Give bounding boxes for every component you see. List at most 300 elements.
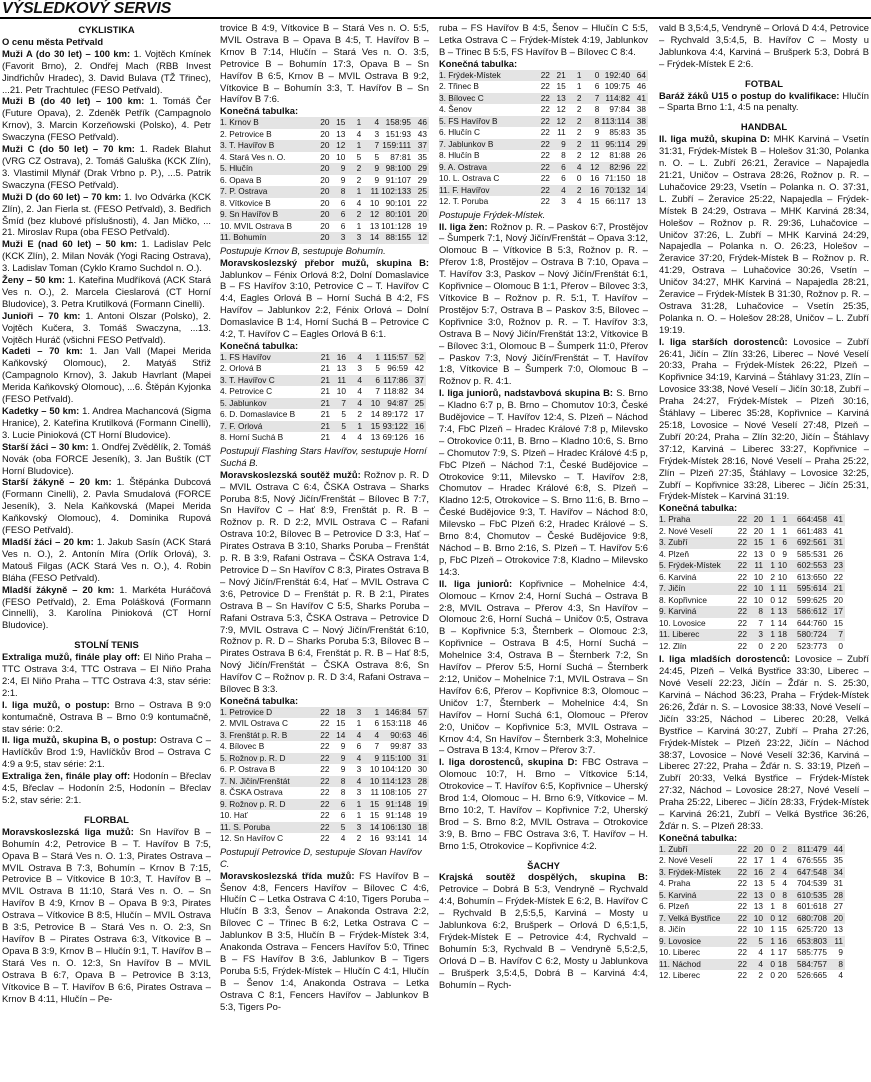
- stat-value: 613:650: [797, 571, 827, 582]
- stat-value: 66:117: [605, 196, 631, 207]
- standings-row: [220, 833, 429, 845]
- team-name: 7. Jablunkov B: [439, 139, 536, 151]
- standings-row: [659, 878, 845, 890]
- stat-value: 21: [316, 375, 332, 387]
- stat-value: 5: [356, 151, 362, 162]
- stat-value: 1: [347, 186, 363, 198]
- standings-row: [659, 855, 845, 867]
- standings-row: [439, 196, 648, 208]
- stat-value: 599:625: [797, 594, 827, 605]
- stat-value: 37: [410, 375, 426, 387]
- stat-value: 1: [765, 514, 777, 526]
- stat-value: 22: [733, 583, 749, 595]
- result-paragraph: [659, 133, 869, 335]
- stat-value: 4: [363, 730, 381, 742]
- results-text: Jablunkov – Fénix Orlová 8:2, Dolní Domaslavice B – FS Havířov 3:10, Petrovice C – T. Havířov C 4:4, Eagles Orlová B – Horní Suchá B 4:2, FS Havířov – Jablunkov 2:2, Fénix Orlová – Dolní Domaslavice B 1:4, Horní Suchá B – Petrovice C 4:2, T. Havířov C – Eagles Orlová B 6:1.: [220, 268, 429, 340]
- stat-value: 15: [336, 718, 346, 729]
- results-text: Rožnov p. R. D – MVIL Ostrava C 6:4, ČSKA Ostrava – Sharks Poruba 8:5, Nový Jičín/Frenštát – Bílovec B 7:7, Sn Havířov C – Hať 8:9, Frenštát p. R. B – Rožnov p. R. D 2:2, MVIL Ostrava C – Rafani Ostrava 10:2, Bílovec B – Petrovice D 3:3, Hať – Pirates Ostrava B 3:10, Sharks Poruba – Frenštát p. R. B 3:9, Rafani Ostrava – ČSKA Ostrava 1:4, Petrovice D – Sn Havířov C 8:3, Pirates Ostrava B – Nový Jičín/Frenštát 6:4, Hať – MVIL Ostrava C 3:6, Petrovice D – Frenštát p. R. B 2:1, Pirates Ostrava B – Sn Havířov C 5:5, Sharks Poruba – Rafani Ostrava 5:3, ČSKA Ostrava – Petrovice D 7:9, MVIL Ostrava C – Nový Jičín/Frenštát 6:10, Rožnov p. R. D – Sharks Poruba 5:3, Bílovec B – Pirates Ostrava B 6:4, Frenštát p. R. B – Hať 8:5, Nový Jičín/Frenštát – ČSKA Ostrava 8:6, Sn Havířov C – Rožnov p. R. D 3:4, Rafani Ostrava – Bílovec B 3:3.: [220, 468, 429, 695]
- stat-value: 15: [369, 810, 380, 821]
- stat-value: 6: [340, 197, 346, 208]
- stat-value: 13: [753, 878, 763, 889]
- team-name: 8. Hlučín B: [439, 150, 480, 161]
- stat-value: 57: [413, 707, 429, 719]
- team-name: 10. MVIL Ostrava B: [220, 220, 293, 231]
- stat-value: 21: [552, 70, 568, 82]
- stat-value: 22: [733, 537, 749, 549]
- stat-value: 153:118: [381, 718, 412, 729]
- stat-value: 22: [536, 162, 552, 174]
- standings-row: [659, 595, 845, 607]
- team-name: 5. Frýdek-Místek: [659, 560, 733, 572]
- result-paragraph: [439, 387, 648, 578]
- stat-value: 0: [770, 548, 775, 559]
- result-paragraph: [2, 143, 211, 191]
- stat-value: 104:120: [381, 764, 412, 775]
- standings-row: [220, 707, 429, 719]
- standings-row: [439, 104, 648, 116]
- stat-value: 17: [414, 409, 424, 420]
- stat-value: 22: [737, 594, 747, 605]
- result-paragraph: [659, 22, 869, 70]
- competition-name: II. liga juniorů:: [439, 577, 513, 589]
- results-text: MHK Karviná – Vsetín 31:31, Frýdek-Místek B – Holešov 31:30, Polanka n. O. – L. Zubří 26:21, Żeravice – Napajedla 21:21, Uničov – Ostrava 28:26, Rožnov p. R. – Luhačovice 29:23, Vsetín – Polanka n. O. 37:31, L. Zubří – Żeravice 25:22, Napajedla – Frýdek-Místek B 24:29, Ostrava – MHK Karviná 28:34, Holešov – Rožnov p. R. 29:36, Luhačovice – Uničov 37:26, L. Zubří – MHK Karviná 24:29, Napajedla – Polanka n. O. 26:23, Holešov – Żeravice 37:20, Frýdek-Místek B – Rožnov p. R. 41:29, Ostrava – Luhačovice 30:26, Vsetín – Uničov 34:27, MHK Karviná – Napajedla 28:21, Żeravice – Frýdek-Místek B 31:30, Rožnov p. R. – Ostrava 31:28, Luhačovice – Vsetín 25:35, Polanka n. O. – Holešov 28:28, Uničov – L. Zubří 19:19.: [659, 133, 869, 335]
- team-name: 3. T. Havířov C: [220, 375, 316, 387]
- results-text: ruba – FS Havířov B 4:5, Šenov – Hlučín C 5:5, Letka Ostrava C – Frýdek-Místek 4:19, Jablunkov B – Třinec B 5:5, FS Havířov B – Bílovec C 8:4.: [439, 22, 648, 57]
- standings-row: [439, 81, 648, 93]
- results-text: Ostrava C – Havlíčkův Brod 1:9, Havlíčkův Brod – Ostrava C 4:9 a 9:5, stav série: 2:1.: [2, 734, 211, 770]
- stat-value: 1: [770, 525, 775, 536]
- standings-row: [659, 867, 845, 879]
- stat-value: 10: [749, 913, 765, 925]
- stat-value: 5: [331, 822, 347, 834]
- team-name: 3. Frenštát p. R. B: [220, 730, 316, 742]
- team-name: 11. S. Poruba: [220, 822, 316, 834]
- stat-value: 22: [733, 890, 749, 902]
- team-name: 5. Rožnov p. R. D: [220, 753, 316, 765]
- stat-value: 1: [777, 514, 789, 526]
- result-paragraph: [2, 699, 211, 735]
- page-title: VÝSLEDKOVÝ SERVIS: [2, 0, 172, 17]
- team-name: 6. Plzeň: [659, 901, 689, 912]
- standings-row: [220, 375, 426, 387]
- stat-value: 27: [833, 901, 843, 912]
- standings-table: [439, 70, 648, 208]
- stat-value: 9: [331, 753, 347, 765]
- stat-value: 16: [590, 173, 600, 184]
- stat-value: 15: [363, 799, 381, 811]
- stat-value: 18: [331, 707, 347, 719]
- stat-value: 4: [568, 162, 584, 174]
- stat-value: 22: [737, 617, 747, 628]
- stat-value: 21: [316, 421, 332, 433]
- stat-value: 9: [340, 764, 346, 775]
- result-paragraph: [2, 238, 211, 274]
- stat-value: 17: [753, 855, 763, 866]
- stat-value: 22: [320, 764, 330, 775]
- standings-row: [659, 641, 845, 653]
- stat-value: 9: [838, 947, 843, 958]
- standings-row: [659, 924, 845, 936]
- stat-value: 22: [632, 162, 648, 174]
- results-text: 1. Vojtěch Kmínek (Favorit Brno), 2. Ondřej Mach (RBB Invest Jindřichův Hradec), 3. David Bulava (TŽ Třinec), ...21. Petr Trachtulec (FESO Petřvald).: [2, 47, 211, 95]
- stat-value: 22: [540, 127, 550, 138]
- title-rule: [0, 17, 871, 19]
- stat-value: 22: [316, 753, 332, 765]
- stat-value: 15: [749, 537, 765, 549]
- competition-name: Starší žáci – 30 km:: [2, 440, 89, 452]
- stat-value: 20: [777, 640, 787, 651]
- result-paragraph: [220, 870, 429, 1013]
- stat-value: 22: [737, 924, 747, 935]
- stat-value: 85:83: [609, 127, 631, 138]
- stat-value: 64: [632, 70, 648, 82]
- stat-value: 6: [552, 162, 568, 174]
- stat-value: 13: [336, 128, 346, 139]
- stat-value: 2: [347, 209, 363, 221]
- standings-row: [220, 198, 429, 210]
- stat-value: 4: [347, 730, 363, 742]
- stat-value: 4: [347, 776, 363, 788]
- team-name: 7. Velká Bystřice: [659, 913, 733, 925]
- stat-value: 3: [374, 128, 380, 139]
- stat-value: 42: [414, 363, 424, 374]
- section-heading: STOLNÍ TENIS: [74, 639, 139, 651]
- results-text: 1. Radek Blahut (VRG CZ Ostrava), 2. Tomáš Galuška (KCK Zlín), 3. Vlastimil Mlynář (Drak Vrbno p. P.), ...5. Patrik Swaczyna (FESO Petřvald).: [2, 143, 211, 190]
- stat-value: 14: [363, 232, 381, 244]
- stat-value: 20: [749, 514, 765, 526]
- stat-value: 6: [594, 81, 600, 92]
- stat-value: 4: [838, 970, 843, 981]
- standings-row: [220, 776, 429, 788]
- stat-value: 4: [552, 185, 568, 197]
- stat-value: 2: [568, 93, 584, 105]
- column-1: [2, 22, 211, 1004]
- stat-value: 6: [331, 209, 347, 221]
- standings-row: [220, 421, 426, 433]
- stat-value: 704:539: [797, 878, 827, 889]
- team-name: 5. Jablunkov: [220, 398, 316, 410]
- stat-value: 1: [770, 924, 775, 935]
- team-name: 11. Bohumín: [220, 232, 316, 244]
- stat-value: 10: [777, 560, 787, 571]
- standings-row: [220, 152, 429, 164]
- competition-name: Muži E (nad 60 let) – 50 km:: [2, 238, 138, 250]
- stat-value: 9: [552, 139, 568, 151]
- stat-value: 653:803: [789, 936, 829, 948]
- stat-value: 3: [347, 707, 363, 719]
- competition-name: Mladší žáci – 20 km:: [2, 535, 94, 547]
- results-text: 1. Kateřina Mudříková (ACK Stará Ves n. O.), 2. Marcela Cieslarová (CT Horní Bludovice), 3. Petra Krutilková (Formann Cinelli).: [2, 274, 211, 309]
- stat-value: 22: [536, 93, 552, 105]
- stat-value: 4: [363, 117, 381, 129]
- stat-value: 35: [417, 151, 427, 162]
- stat-value: 46: [636, 81, 646, 92]
- results-text: FS Havířov B – Šenov 4:8, Fencers Havířov – Bílovec C 4:6, Hlučín C – Letka Ostrava C 4:10, Tigers Poruba – Hlučín B 3:3, Šenov – Anakonda Ostrava 2:2, Bílovec C – Třinec B 6:2, Letka Ostrava C – Jablunkov B 3:5, Hlučín B – Frýdek-Místek 3:4, Anakonda Ostrava – Fencers Havířov 5:0, Třinec B – FS Havířov B 3:6, Jablunkov B – Tigers Poruba 5:5, Frýdek-Místek – Hlučín C 4:1, Hlučín B – Šenov 1:4, Anakonda Ostrava – Letka Ostrava C 8:1, Fencers Havířov – Jablunkov B 5:3, Tigers Po-: [220, 869, 429, 1012]
- stat-value: 33: [417, 741, 427, 752]
- stat-value: 13: [777, 606, 787, 617]
- stat-value: 6: [777, 537, 789, 549]
- stat-value: 22: [733, 514, 749, 526]
- stat-value: 11: [370, 787, 380, 798]
- stat-value: 30: [417, 764, 427, 775]
- stat-value: 12: [552, 116, 568, 128]
- results-text: trovice B 4:9, Vítkovice B – Stará Ves n. O. 5:5, MVIL Ostrava B – Opava B 4:5, T. Havířov B – Krnov B 7:14, Hlučín – Stará Ves n. O. 3:5, Petrovice B – Bohumín 17:3, Opava B – Sn Havířov B 6:5, Krnov B – MVIL Ostrava B 9:2, Vítkovice B – Bohumín 3:3, T. Havířov B – Sn Havířov B 7:6.: [220, 22, 429, 105]
- standings-table: [220, 352, 426, 444]
- stat-value: 22: [737, 901, 747, 912]
- stat-value: 82:96: [601, 162, 632, 174]
- team-name: 9. Sn Havířov B: [220, 209, 316, 221]
- results-text: Rožnov p. R. – Paskov 6:7, Prostějov – Šumperk 7:1, Nový Jičín/Frenštát – Opava 3:12, Olomouc B – Vítkovice B 5:3, Rožnov p. R. – Přerov 1:8, Prostějov – Ostrava B 7:10, Opava – T. Havířov 3:3, Paskov – Nový Jičín/Frenštát 6:1, Kopřivnice – Olomouc B 1:1, Přerov – Bílovec 3:3, Vítkovice B – Rožnov p. R. 5:1, T. Havířov – Prostějov 5:7, Ostrava B – Paskov 3:5, Bílovec – Kopřivnice 3:0, Rožnov p. R. – T. Havířov 3:3, Ostrava B – Nový Jičín/Frenštát 13:2, Vítkovice B – Bílovec 3:1, Olomouc B – Šumperk 11:0, Přerov – Paskov 7:3, Nový Jičín/Frenštát – T. Havířov 1:8, Vítkovice B – Šumperk 7:0, Olomouc B – Rožnov p. R. 4:1.: [439, 220, 648, 387]
- stat-value: 20: [316, 117, 332, 129]
- stat-value: 20: [833, 594, 843, 605]
- results-text: 1. Ladislav Pelc (KCK Zlín), 2. Milan Novák (Yogi Racing Ostrava), 3. Ladislav Toman (Cyklo Kramo Suchdol n. O.).: [2, 238, 211, 274]
- stat-value: 19: [413, 799, 429, 811]
- stat-value: 4: [348, 352, 364, 364]
- stat-value: 16: [332, 352, 348, 364]
- stat-value: 2: [347, 163, 363, 175]
- team-name: 6. Opava B: [220, 174, 262, 185]
- stat-value: 22: [737, 640, 747, 651]
- team-name: 2. Nové Veselí: [659, 525, 713, 536]
- stat-value: 21: [320, 409, 330, 420]
- stat-value: 108:105: [381, 787, 412, 798]
- stat-value: 1: [765, 606, 777, 618]
- stat-value: 10: [336, 151, 346, 162]
- team-name: 4. Bílovec B: [220, 741, 265, 752]
- standings-row: [220, 741, 429, 753]
- stat-value: 10: [753, 571, 763, 582]
- stat-value: 12: [777, 912, 787, 923]
- stat-value: 25: [410, 398, 426, 410]
- stat-value: 93:122: [382, 420, 408, 431]
- team-name: 1. FS Havířov: [220, 352, 316, 364]
- stat-value: 20: [777, 970, 787, 981]
- stat-value: 2: [758, 970, 763, 981]
- team-name: 4. Praha: [659, 878, 691, 889]
- stat-value: 28: [829, 890, 845, 902]
- stat-value: 117:86: [383, 374, 408, 385]
- competition-name: Muži B (do 40 let) – 100 km:: [2, 95, 145, 107]
- results-text: 1. Markéta Huráčová (FESO Petřvald), 2. Ema Polášková (Formann Cinnelli), 3. Karolína Pinioková (CT Horní Bludovice).: [2, 583, 211, 631]
- standings-row: [659, 629, 845, 641]
- standings-row: [220, 186, 429, 198]
- stat-value: 98:100: [381, 163, 413, 175]
- result-paragraph: [220, 22, 429, 105]
- stat-value: 7: [363, 140, 381, 152]
- stat-value: 13: [552, 93, 568, 105]
- subheading: Konečná tabulka:: [439, 57, 518, 69]
- competition-name: I. liga juniorů, nadstavbová skupina B:: [439, 387, 614, 399]
- stat-value: 9: [331, 163, 347, 175]
- competition-name: I. liga mladších dorostenců:: [659, 653, 791, 665]
- stat-value: 0: [584, 70, 602, 82]
- stat-value: 7: [829, 629, 845, 641]
- stat-value: 6: [374, 718, 380, 729]
- stat-value: 584:757: [789, 959, 829, 971]
- subheading: O cenu města Petřvald: [2, 35, 104, 47]
- stat-value: 8: [829, 959, 845, 971]
- stat-value: 96:59: [387, 363, 408, 374]
- stat-value: 1: [568, 70, 584, 82]
- team-name: 11. Náchod: [659, 959, 733, 971]
- result-paragraph: [2, 441, 211, 477]
- stat-value: 8: [331, 186, 347, 198]
- standings-row: [220, 787, 429, 799]
- stat-value: 2: [356, 174, 362, 185]
- competition-name: Kadeti – 70 km:: [2, 345, 83, 357]
- stat-value: 8: [561, 150, 566, 161]
- stat-value: 22: [316, 822, 332, 834]
- result-paragraph: [439, 578, 648, 757]
- stat-value: 10: [369, 197, 380, 208]
- stat-value: 88:155: [381, 232, 413, 244]
- stat-value: 22: [733, 936, 749, 948]
- standings-table: [220, 117, 429, 244]
- result-paragraph: [2, 310, 211, 346]
- stat-value: 22: [540, 196, 550, 207]
- stat-value: 31: [829, 537, 845, 549]
- stat-value: 9: [782, 548, 787, 559]
- stat-value: 20: [316, 209, 332, 221]
- stat-value: 14: [363, 822, 381, 834]
- stat-value: 10: [749, 583, 765, 595]
- standings-row: [220, 810, 429, 822]
- team-name: 2. MVIL Ostrava C: [220, 718, 288, 729]
- stat-value: 90:63: [381, 730, 413, 742]
- stat-value: 0: [576, 173, 582, 184]
- competition-name: Moravskoslezská soutěž mužů:: [220, 468, 361, 480]
- stat-value: 585:531: [797, 548, 827, 559]
- stat-value: 2: [356, 833, 362, 844]
- stat-value: 29: [632, 139, 648, 151]
- stat-value: 0: [758, 640, 763, 651]
- stat-value: 22: [536, 185, 552, 197]
- result-paragraph: [2, 476, 211, 536]
- stat-value: 2: [770, 640, 775, 651]
- team-name: 9. Karviná: [659, 606, 733, 618]
- competition-name: II. liga mužů, skupina B, o postup:: [2, 734, 157, 746]
- stat-value: 12: [777, 594, 787, 605]
- stat-value: 16: [749, 867, 765, 879]
- stat-value: 20: [413, 209, 429, 221]
- results-text: 1. Jan Vall (Mapei Merida Kaňkovský Olomouc), 2. Matyáš Střiž (Campagnolo Krnov), 3. Jakub Havrlant (Mapei Merida Kaňkovský Olomouc), ...6. Štěpán Kyjonka (FESO Petřvald).: [2, 345, 211, 405]
- stat-value: 8: [584, 116, 602, 128]
- stat-value: 8: [340, 787, 346, 798]
- stat-value: 106:130: [381, 821, 412, 832]
- note: Postupují Petrovice D, sestupuje Slovan Havířov C.: [220, 845, 422, 869]
- section-heading: HANDBAL: [740, 121, 788, 133]
- result-paragraph: [2, 345, 211, 405]
- stat-value: 2: [357, 409, 362, 420]
- stat-value: 8: [782, 901, 787, 912]
- stat-value: 3: [347, 822, 363, 834]
- result-paragraph: [2, 651, 211, 699]
- section-heading: ŠACHY: [527, 859, 560, 871]
- stat-value: 2: [576, 127, 582, 138]
- standings-row: [220, 753, 429, 765]
- stat-value: 0: [765, 959, 777, 971]
- stat-value: 6: [340, 220, 346, 231]
- result-paragraph: [2, 770, 211, 806]
- stat-value: 3: [356, 787, 362, 798]
- stat-value: 44: [829, 844, 845, 856]
- stat-value: 4: [576, 196, 582, 207]
- stat-value: 91:107: [385, 174, 412, 185]
- standings-row: [659, 936, 845, 948]
- subheading: Konečná tabulka:: [220, 694, 299, 706]
- stat-value: 22: [320, 741, 330, 752]
- stat-value: 5: [341, 409, 346, 420]
- result-paragraph: [2, 734, 211, 770]
- stat-value: 13: [749, 890, 765, 902]
- stat-value: 9: [363, 753, 381, 765]
- competition-name: Muži D (do 60 let) – 70 km:: [2, 190, 122, 202]
- stat-value: 93:141: [385, 833, 412, 844]
- stat-value: 11: [584, 139, 602, 151]
- competition-name: Extraliga žen, finále play off:: [2, 770, 131, 782]
- stat-value: 12: [363, 209, 381, 221]
- stat-value: 35: [636, 127, 646, 138]
- stat-value: 22: [737, 571, 747, 582]
- stat-value: 23: [829, 560, 845, 572]
- stat-value: 692:561: [789, 537, 829, 549]
- team-name: 12. Liberec: [659, 970, 701, 981]
- stat-value: 151:93: [385, 128, 412, 139]
- results-text: 1. Ivo Odvárka (KCK Zlín), 2. Jan Fierla st. (FESO Petřvald), 3. Bedřich Šmíd (bez klubové příslušnosti), 4. Jan Mičko, ... 21. Miroslav Rupa (oba FESO Petřvald).: [2, 190, 211, 238]
- stat-value: 21: [829, 583, 845, 595]
- stat-value: 17: [777, 947, 787, 958]
- team-name: 10. Liberec: [659, 947, 701, 958]
- result-paragraph: [2, 48, 211, 96]
- stat-value: 4: [347, 753, 363, 765]
- standings-row: [439, 150, 648, 162]
- stat-value: 1: [356, 810, 362, 821]
- stat-value: 2: [568, 139, 584, 151]
- stat-value: 15: [331, 117, 347, 129]
- stat-value: 25: [413, 186, 429, 198]
- team-name: 9. A. Ostrava: [439, 162, 536, 174]
- stat-value: 13: [636, 196, 646, 207]
- stat-value: 580:724: [789, 629, 829, 641]
- stat-value: 91:148: [381, 799, 413, 811]
- team-name: 11. F. Havířov: [439, 185, 536, 197]
- results-text: Hodonín – Břeclav 4:5, Břeclav – Hodonín 2:5, Hodonín – Břeclav 5:2, stav série: 2:1.: [2, 770, 212, 805]
- team-name: 10. Lovosice: [659, 617, 706, 628]
- stat-value: 22: [320, 833, 330, 844]
- stat-value: 14: [417, 833, 427, 844]
- competition-name: II. liga mužů, skupina D:: [659, 133, 770, 145]
- standings-row: [220, 163, 429, 175]
- stat-value: 38: [636, 104, 646, 115]
- stat-value: 16: [410, 421, 426, 433]
- stat-value: 113:114: [601, 115, 631, 126]
- team-name: 4. Stará Ves n. O.: [220, 151, 286, 162]
- stat-value: 22: [737, 878, 747, 889]
- stat-value: 680:708: [789, 913, 829, 925]
- stat-value: 12: [331, 140, 347, 152]
- team-name: 4. Šenov: [439, 104, 472, 115]
- team-name: 6. Karviná: [659, 571, 697, 582]
- standings-row: [220, 129, 429, 141]
- section-heading: CYKLISTIKA: [78, 24, 135, 35]
- stat-value: 20: [320, 220, 330, 231]
- team-name: 3. Frýdek-Místek: [659, 867, 733, 879]
- standings-row: [659, 537, 845, 549]
- competition-name: Junioři – 70 km:: [2, 309, 81, 321]
- result-paragraph: [2, 191, 211, 239]
- standings-row: [220, 209, 429, 221]
- stat-value: 7: [332, 398, 348, 410]
